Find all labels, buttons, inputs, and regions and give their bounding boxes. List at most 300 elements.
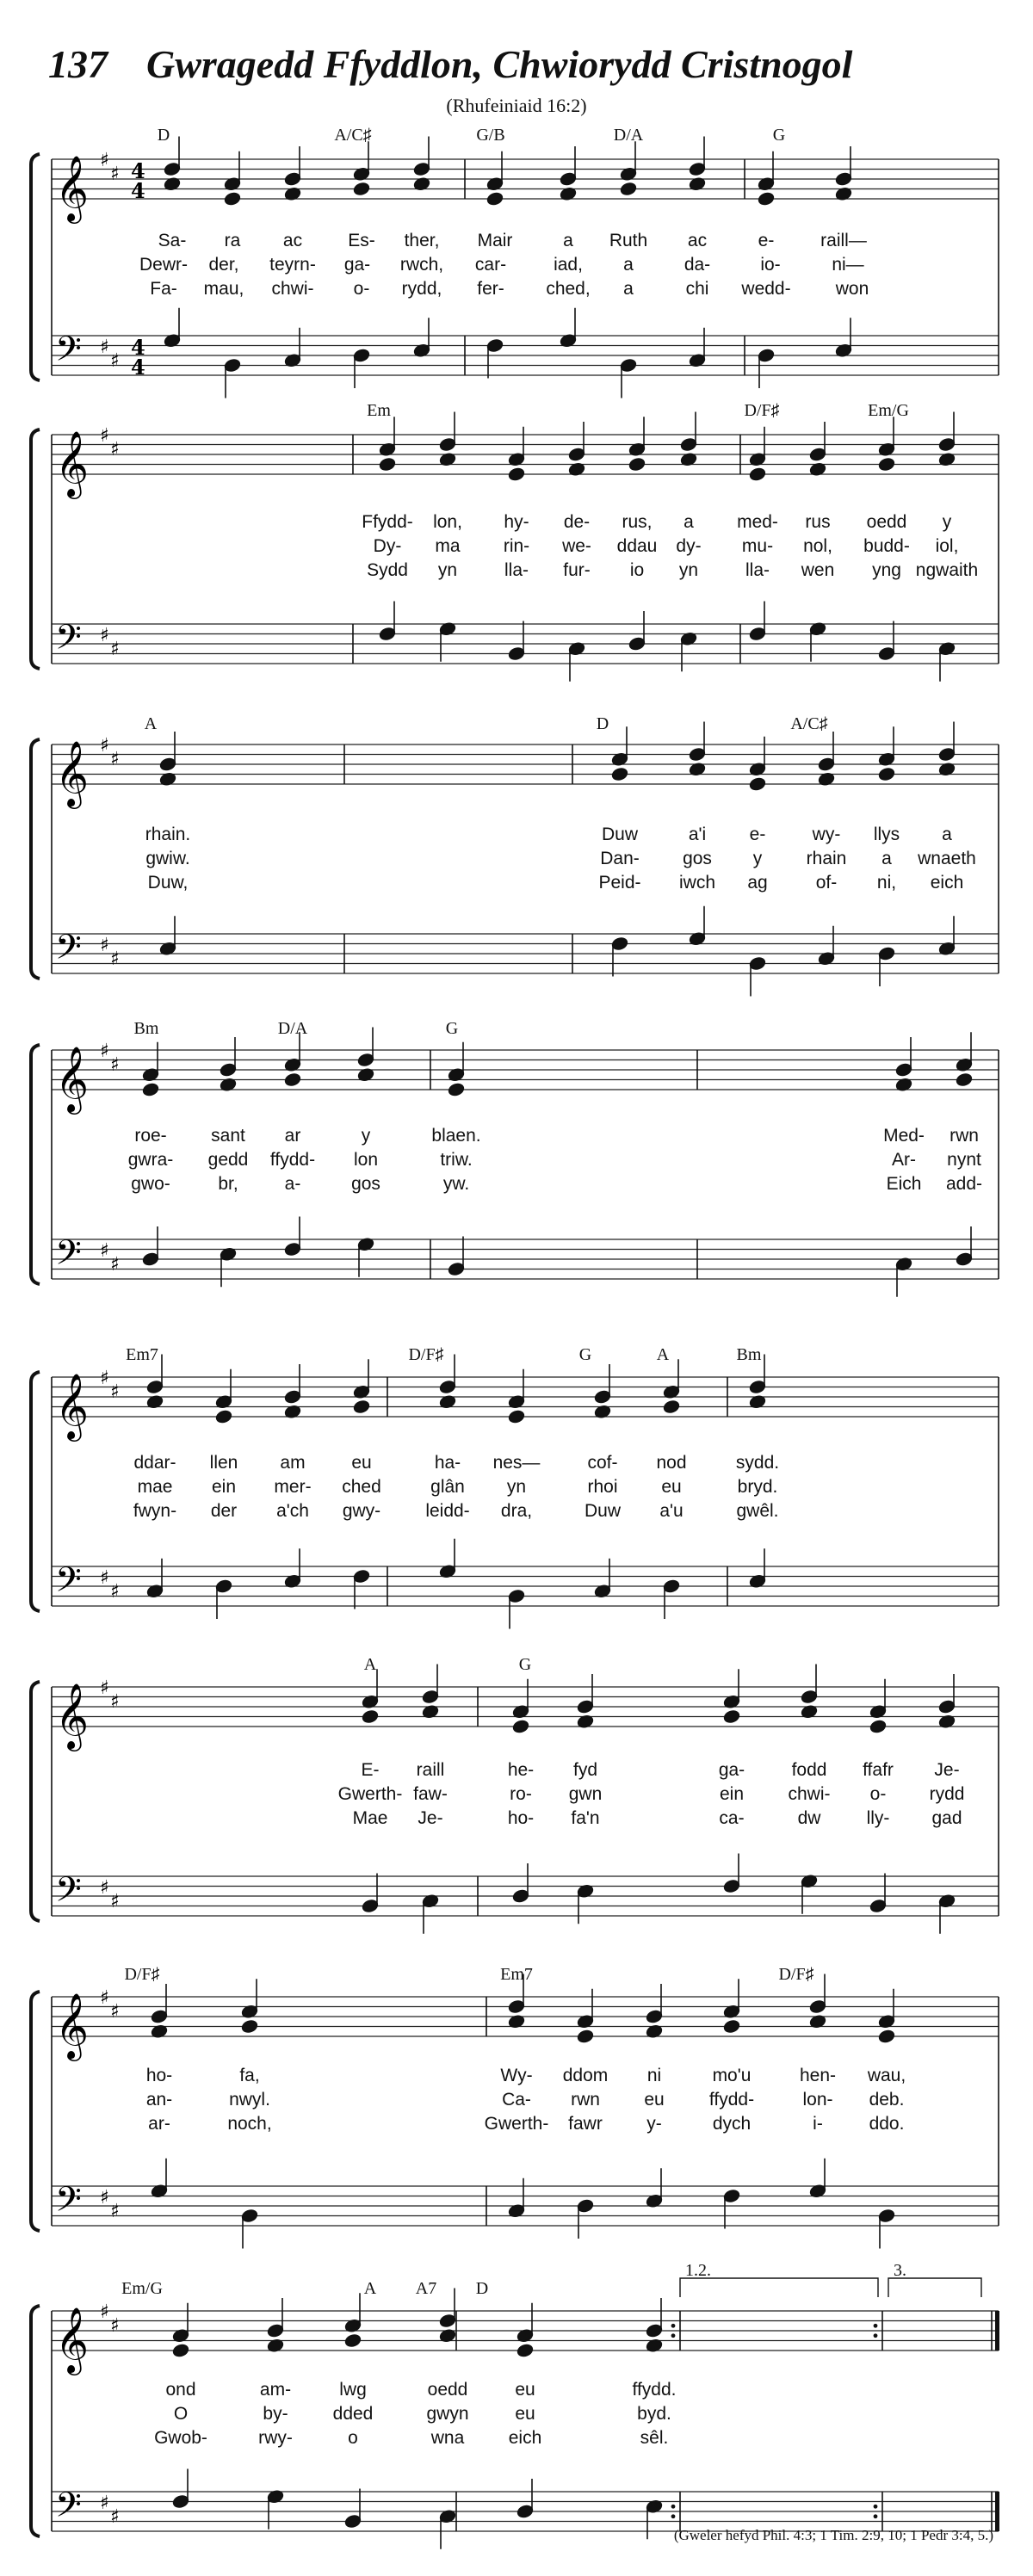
verse-2-syllable: y [752, 849, 763, 868]
verse-3-syllable: a'u [659, 1501, 684, 1521]
verse-1-syllable: rhain. [145, 825, 191, 844]
verse-3-syllable: o- [353, 279, 370, 299]
verse-3-syllable: wen [801, 560, 835, 580]
bass-note [344, 2514, 362, 2529]
system-brace [31, 1682, 40, 1921]
system-brace [31, 1992, 40, 2231]
soprano-note [749, 1380, 766, 1394]
chord-symbol: Em7 [126, 1345, 158, 1364]
verse-1-syllable: he- [507, 1760, 535, 1780]
verse-2-syllable: gedd [207, 1150, 249, 1170]
verse-3-syllable: Eich [886, 1174, 922, 1194]
verse-1-syllable: e- [749, 825, 766, 844]
verse-3-syllable: gwy- [342, 1501, 381, 1521]
alto-note [878, 457, 895, 472]
soprano-note [357, 1053, 374, 1067]
key-sharp: ♯ [110, 2201, 120, 2222]
soprano-note [938, 437, 956, 452]
alto-note [620, 182, 637, 196]
alto-note [611, 767, 628, 781]
verse-1-syllable: rwn [949, 1126, 979, 1146]
verse-1-syllable: ni [646, 2066, 662, 2085]
verse-1-syllable: Duw [601, 825, 639, 844]
verse-2-syllable: car- [474, 255, 507, 275]
verse-1-syllable: ddar- [133, 1453, 176, 1473]
bass-note [362, 1899, 379, 1913]
verse-1-syllable: y [942, 512, 952, 532]
verse-1-syllable: rus [805, 512, 831, 532]
verse-1-syllable: sydd. [735, 1453, 780, 1473]
alto-note [878, 767, 895, 781]
verse-1-syllable: Ffydd- [362, 512, 413, 532]
verse-3-syllable: gos [351, 1174, 380, 1194]
bass-note [869, 1899, 887, 1913]
chord-symbol: G [518, 1655, 532, 1674]
verse-3-syllable: fur- [563, 560, 591, 580]
chord-symbol: D/F♯ [778, 1965, 814, 1984]
verse-2-syllable: ffydd- [708, 2090, 755, 2110]
verse-1-syllable: rus, [622, 512, 653, 532]
soprano-note [159, 757, 176, 771]
verse-3-syllable: dra, [500, 1501, 533, 1521]
verse-3-syllable: gwo- [131, 1174, 170, 1194]
soprano-note [439, 2313, 456, 2328]
verse-3-syllable: ag [747, 873, 768, 893]
alto-note [512, 1719, 529, 1733]
hymn-title: Gwragedd Ffyddlon, Chwiorydd Cristnogol [146, 42, 853, 86]
volta-bracket [680, 2278, 878, 2297]
bass-note [379, 627, 396, 641]
verse-1-syllable: fa, [239, 2066, 260, 2085]
verse-2-syllable: ddau [616, 536, 658, 556]
verse-3-syllable: won [835, 279, 869, 299]
key-sharp: ♯ [100, 1368, 109, 1389]
bass-note [142, 1251, 159, 1266]
treble-clef: 𝄞 [55, 1373, 90, 1439]
time-signature-bottom: 4 [131, 178, 145, 203]
verse-1-syllable: Es- [348, 231, 375, 250]
verse-2-syllable: io- [760, 255, 781, 275]
bass-clef: 𝄢 [55, 1232, 82, 1282]
verse-2-syllable: chwi- [788, 1784, 831, 1804]
key-sharp: ♯ [110, 350, 120, 372]
verse-1-syllable: y [361, 1126, 371, 1146]
final-barline-thick [995, 2311, 999, 2351]
verse-3-syllable: a- [284, 1174, 301, 1194]
verse-3-syllable: br, [218, 1174, 238, 1194]
soprano-note [938, 1699, 956, 1714]
verse-2-syllable: o- [869, 1784, 887, 1804]
chord-symbol: Em/G [121, 2279, 163, 2298]
verse-2-syllable: lon [353, 1150, 379, 1170]
bass-note [628, 636, 646, 651]
verse-1-syllable: wau, [867, 2066, 906, 2085]
system-brace [31, 1372, 40, 1611]
chord-symbol: Em [367, 401, 391, 420]
verse-3-syllable: rydd, [401, 279, 442, 299]
verse-1-syllable: Med- [883, 1126, 925, 1146]
soprano-note [560, 171, 577, 186]
volta-label: 1.2. [685, 2261, 711, 2280]
final-barline-thick [995, 2492, 999, 2531]
verse-2-syllable: byd. [637, 2404, 671, 2424]
verse-3-syllable: lla- [745, 560, 770, 580]
verse-1-syllable: lon, [433, 512, 462, 532]
verse-1-syllable: am- [259, 2380, 292, 2400]
chord-symbol: D/F♯ [744, 401, 780, 420]
verse-3-syllable: yw. [442, 1174, 470, 1194]
verse-1-syllable: eu [515, 2380, 535, 2400]
repeat-dot [671, 2333, 676, 2338]
verse-2-syllable: rwch, [399, 255, 444, 275]
verse-1-syllable: llys [873, 825, 900, 844]
verse-1-syllable: nes— [492, 1453, 541, 1473]
bass-note [284, 1242, 301, 1257]
verse-3-syllable: lla- [504, 560, 529, 580]
bass-note [512, 1888, 529, 1903]
bass-note [448, 1262, 465, 1276]
soprano-note [267, 2323, 284, 2338]
soprano-note [938, 747, 956, 762]
bass-note [749, 956, 766, 971]
verse-1-syllable: nod [656, 1453, 687, 1473]
bass-note [956, 1251, 973, 1266]
alto-note [749, 466, 766, 481]
verse-2-syllable: glân [430, 1477, 465, 1497]
alto-note [758, 191, 775, 206]
verse-2-syllable: faw- [413, 1784, 448, 1804]
key-sharp: ♯ [110, 1054, 120, 1076]
key-sharp: ♯ [110, 639, 120, 660]
verse-2-syllable: Ar- [892, 1150, 916, 1170]
system-brace [31, 154, 40, 380]
bass-note [486, 338, 504, 353]
repeat-dot [671, 2505, 676, 2509]
verse-3-syllable: fwyn- [133, 1501, 177, 1521]
verse-3-syllable: ngwaith [915, 560, 979, 580]
time-signature-bottom: 4 [131, 355, 145, 380]
verse-2-syllable: Dewr- [139, 255, 188, 275]
verse-3-syllable: Peid- [598, 873, 641, 893]
verse-1-syllable: ffydd. [632, 2380, 677, 2400]
chord-symbol: D/A [613, 126, 644, 145]
verse-2-syllable: deb. [869, 2090, 905, 2110]
verse-1-syllable: ho- [145, 2066, 173, 2085]
verse-2-syllable: ro- [510, 1784, 532, 1804]
repeat-dot [874, 2324, 878, 2328]
alto-note [723, 1709, 740, 1724]
alto-note [172, 2343, 189, 2357]
verse-3-syllable: gad [931, 1808, 962, 1828]
bass-note [516, 2504, 534, 2518]
verse-3-syllable: Duw [584, 1501, 622, 1521]
verse-2-syllable: lon- [802, 2090, 833, 2110]
verse-2-syllable: rhain [806, 849, 847, 868]
alto-note [142, 1082, 159, 1096]
verse-1-syllable: mo'u [712, 2066, 752, 2085]
alto-note [749, 776, 766, 791]
verse-3-syllable: eich [930, 873, 964, 893]
soprano-note [646, 2323, 663, 2338]
verse-1-syllable: raill [416, 1760, 445, 1780]
verse-1-syllable: a'i [688, 825, 707, 844]
verse-1-syllable: roe- [134, 1126, 167, 1146]
system-brace [31, 1045, 40, 1284]
chord-symbol: G [578, 1345, 592, 1364]
chord-symbol: D [157, 126, 170, 145]
verse-2-syllable: ein [719, 1784, 745, 1804]
verse-1-syllable: hy- [504, 512, 529, 532]
verse-1-syllable: fodd [791, 1760, 827, 1780]
verse-1-syllable: a [684, 512, 694, 532]
time-signature-top: 4 [131, 335, 145, 360]
verse-1-syllable: E- [361, 1760, 380, 1780]
bass-note [749, 627, 766, 641]
bass-note [353, 348, 370, 362]
soprano-note [646, 2009, 663, 2023]
key-sharp: ♯ [100, 1567, 109, 1589]
verse-3-syllable: fawr [568, 2114, 603, 2134]
footnote: (Gweler hefyd Phil. 4:3; 1 Tim. 2:9, 10; 1 Pedr 3:4, 5.) [673, 2527, 993, 2543]
alto-note [723, 2019, 740, 2034]
verse-3-syllable: Gwob- [154, 2428, 207, 2448]
alto-note [516, 2343, 534, 2357]
soprano-note [413, 162, 430, 176]
verse-1-syllable: Mair [477, 231, 513, 250]
verse-3-syllable: a'ch [276, 1501, 309, 1521]
chord-symbol: G [772, 126, 786, 145]
verse-1-syllable: hen- [799, 2066, 837, 2085]
alto-note [353, 182, 370, 196]
scripture-reference: (Rhufeiniaid 16:2) [446, 95, 587, 116]
verse-3-syllable: wna [430, 2428, 465, 2448]
key-sharp: ♯ [110, 749, 120, 770]
chord-symbol: D [596, 714, 609, 733]
key-sharp: ♯ [110, 1891, 120, 1912]
alto-note [508, 466, 525, 481]
bass-note [723, 2189, 740, 2203]
bass-note [215, 1578, 232, 1593]
chord-symbol: A [656, 1345, 670, 1364]
chord-symbol: A/C♯ [334, 126, 372, 145]
chord-symbol: A/C♯ [790, 714, 828, 733]
verse-2-syllable: gwra- [127, 1150, 174, 1170]
soprano-note [809, 1999, 826, 2014]
verse-1-syllable: wy- [812, 825, 841, 844]
treble-clef: 𝄞 [55, 2307, 90, 2373]
verse-2-syllable: O [173, 2404, 189, 2424]
system-brace [31, 429, 40, 669]
chord-symbol: Em7 [500, 1965, 533, 1984]
repeat-dot [874, 2514, 878, 2518]
verse-1-syllable: ga- [718, 1760, 745, 1780]
verse-3-syllable: ho- [507, 1808, 535, 1828]
verse-3-syllable: sêl. [640, 2428, 669, 2448]
alto-note [448, 1082, 465, 1096]
chord-symbol: D/A [277, 1019, 308, 1038]
alto-note [956, 1072, 973, 1087]
soprano-note [689, 162, 706, 176]
treble-clef: 𝄞 [55, 155, 90, 221]
verse-1-syllable: Ruth [609, 231, 648, 250]
verse-2-syllable: nynt [947, 1150, 981, 1170]
chord-symbol: Bm [133, 1019, 159, 1038]
alto-note [508, 1409, 525, 1424]
treble-clef: 𝄞 [55, 1046, 90, 1112]
verse-1-syllable: ther, [404, 231, 440, 250]
verse-1-syllable: oedd [866, 512, 907, 532]
verse-3-syllable: Fa- [150, 279, 177, 299]
verse-3-syllable: eich [508, 2428, 542, 2448]
verse-1-syllable: raill— [820, 231, 867, 250]
verse-1-syllable: Wy- [500, 2066, 533, 2085]
verse-3-syllable: ca- [719, 1808, 745, 1828]
verse-3-syllable: wedd- [741, 279, 791, 299]
bass-note [577, 2198, 594, 2213]
soprano-note [568, 447, 585, 461]
key-sharp: ♯ [110, 1691, 120, 1713]
alto-note [353, 1399, 370, 1414]
alto-note [215, 1409, 232, 1424]
soprano-note [439, 1380, 456, 1394]
verse-1-syllable: blaen. [431, 1126, 481, 1146]
chord-symbol: D/F♯ [408, 1345, 444, 1364]
verse-3-syllable: mau, [203, 279, 244, 299]
key-sharp: ♯ [110, 1381, 120, 1403]
verse-2-syllable: Ca- [502, 2090, 531, 2110]
soprano-note [422, 1690, 439, 1704]
verse-2-syllable: rin- [503, 536, 530, 556]
soprano-note [439, 437, 456, 452]
verse-2-syllable: da- [684, 255, 711, 275]
verse-2-syllable: ga- [343, 255, 371, 275]
bass-clef: 𝄢 [55, 2179, 82, 2228]
chord-symbol: A7 [415, 2279, 437, 2298]
key-sharp: ♯ [110, 2315, 120, 2337]
repeat-dot [874, 2333, 878, 2338]
key-sharp: ♯ [100, 1240, 109, 1262]
key-sharp: ♯ [110, 1581, 120, 1603]
verse-2-syllable: Dan- [600, 849, 640, 868]
verse-3-syllable: chwi- [271, 279, 314, 299]
verse-1-syllable: fyd [572, 1760, 598, 1780]
chord-symbol: D [475, 2279, 489, 2298]
bass-note [878, 946, 895, 961]
verse-3-syllable: o [348, 2428, 358, 2448]
repeat-dot [671, 2514, 676, 2518]
verse-2-syllable: der, [208, 255, 239, 275]
chord-symbol: A [363, 2279, 377, 2298]
verse-1-syllable: e- [758, 231, 775, 250]
key-sharp: ♯ [100, 935, 109, 956]
verse-3-syllable: fa'n [571, 1808, 600, 1828]
bass-note [172, 2494, 189, 2509]
system-brace [31, 2306, 40, 2536]
bass-note [663, 1578, 680, 1593]
verse-1-syllable: ar [284, 1126, 301, 1146]
verse-1-syllable: sant [211, 1126, 245, 1146]
volta-bracket [888, 2278, 981, 2297]
verse-3-syllable: dw [797, 1808, 821, 1828]
soprano-note [680, 437, 697, 452]
verse-1-syllable: ra [224, 231, 241, 250]
verse-3-syllable: ar- [148, 2114, 170, 2134]
chord-symbol: G [445, 1019, 459, 1038]
verse-3-syllable: Je- [418, 1808, 443, 1828]
volta-label: 3. [894, 2261, 906, 2280]
key-sharp: ♯ [110, 1254, 120, 1276]
verse-3-syllable: dych [712, 2114, 752, 2134]
soprano-note [508, 1999, 525, 2014]
verse-2-syllable: nol, [803, 536, 832, 556]
key-sharp: ♯ [100, 1677, 109, 1699]
verse-3-syllable: io [629, 560, 645, 580]
verse-3-syllable: iwch [678, 873, 716, 893]
verse-1-syllable: a [942, 825, 952, 844]
verse-3-syllable: yn [437, 560, 458, 580]
verse-2-syllable: ma [435, 536, 461, 556]
verse-3-syllable: der [210, 1501, 238, 1521]
verse-2-syllable: an- [145, 2090, 173, 2110]
verse-2-syllable: gwyn [426, 2404, 469, 2424]
verse-1-syllable: ha- [434, 1453, 461, 1473]
bass-note [878, 2208, 895, 2223]
alto-note [577, 2029, 594, 2043]
verse-1-syllable: de- [563, 512, 591, 532]
alto-note [224, 191, 241, 206]
verse-1-syllable: ac [282, 231, 303, 250]
verse-1-syllable: Je- [934, 1760, 960, 1780]
verse-2-syllable: wnaeth [918, 849, 976, 868]
bass-clef: 𝄢 [55, 927, 82, 976]
verse-2-syllable: a [881, 849, 892, 868]
verse-3-syllable: Duw, [147, 873, 189, 893]
chord-symbol: Bm [736, 1345, 762, 1364]
soprano-note [284, 171, 301, 186]
soprano-note [895, 1062, 912, 1077]
hymn-number: 137 [48, 42, 108, 86]
soprano-note [151, 2009, 168, 2023]
bass-clef: 𝄢 [55, 1560, 82, 1609]
key-sharp: ♯ [110, 948, 120, 970]
bass-note [758, 348, 775, 362]
bass-note [508, 1589, 525, 1603]
verse-2-syllable: triw. [440, 1150, 473, 1170]
verse-1-syllable: am [280, 1453, 306, 1473]
verse-2-syllable: teyrn- [269, 255, 316, 275]
key-sharp: ♯ [100, 2301, 109, 2323]
chord-symbol: D/F♯ [124, 1965, 160, 1984]
verse-2-syllable: rwn [571, 2090, 600, 2110]
soprano-note [220, 1062, 237, 1077]
verse-3-syllable: yng [872, 560, 901, 580]
bass-note [241, 2208, 258, 2223]
soprano-note [818, 757, 835, 771]
key-sharp: ♯ [110, 2001, 120, 2023]
bass-clef: 𝄢 [55, 2485, 82, 2534]
alto-note [241, 2019, 258, 2034]
verse-2-syllable: rydd [929, 1784, 965, 1804]
verse-2-syllable: dded [332, 2404, 374, 2424]
bass-clef: 𝄢 [55, 1869, 82, 1918]
alto-note [486, 191, 504, 206]
soprano-note [146, 1380, 164, 1394]
soprano-note [801, 1690, 818, 1704]
verse-1-syllable: ond [165, 2380, 196, 2400]
verse-1-syllable: ac [687, 231, 708, 250]
verse-2-syllable: bryd. [737, 1477, 778, 1497]
time-signature-top: 4 [131, 158, 145, 183]
